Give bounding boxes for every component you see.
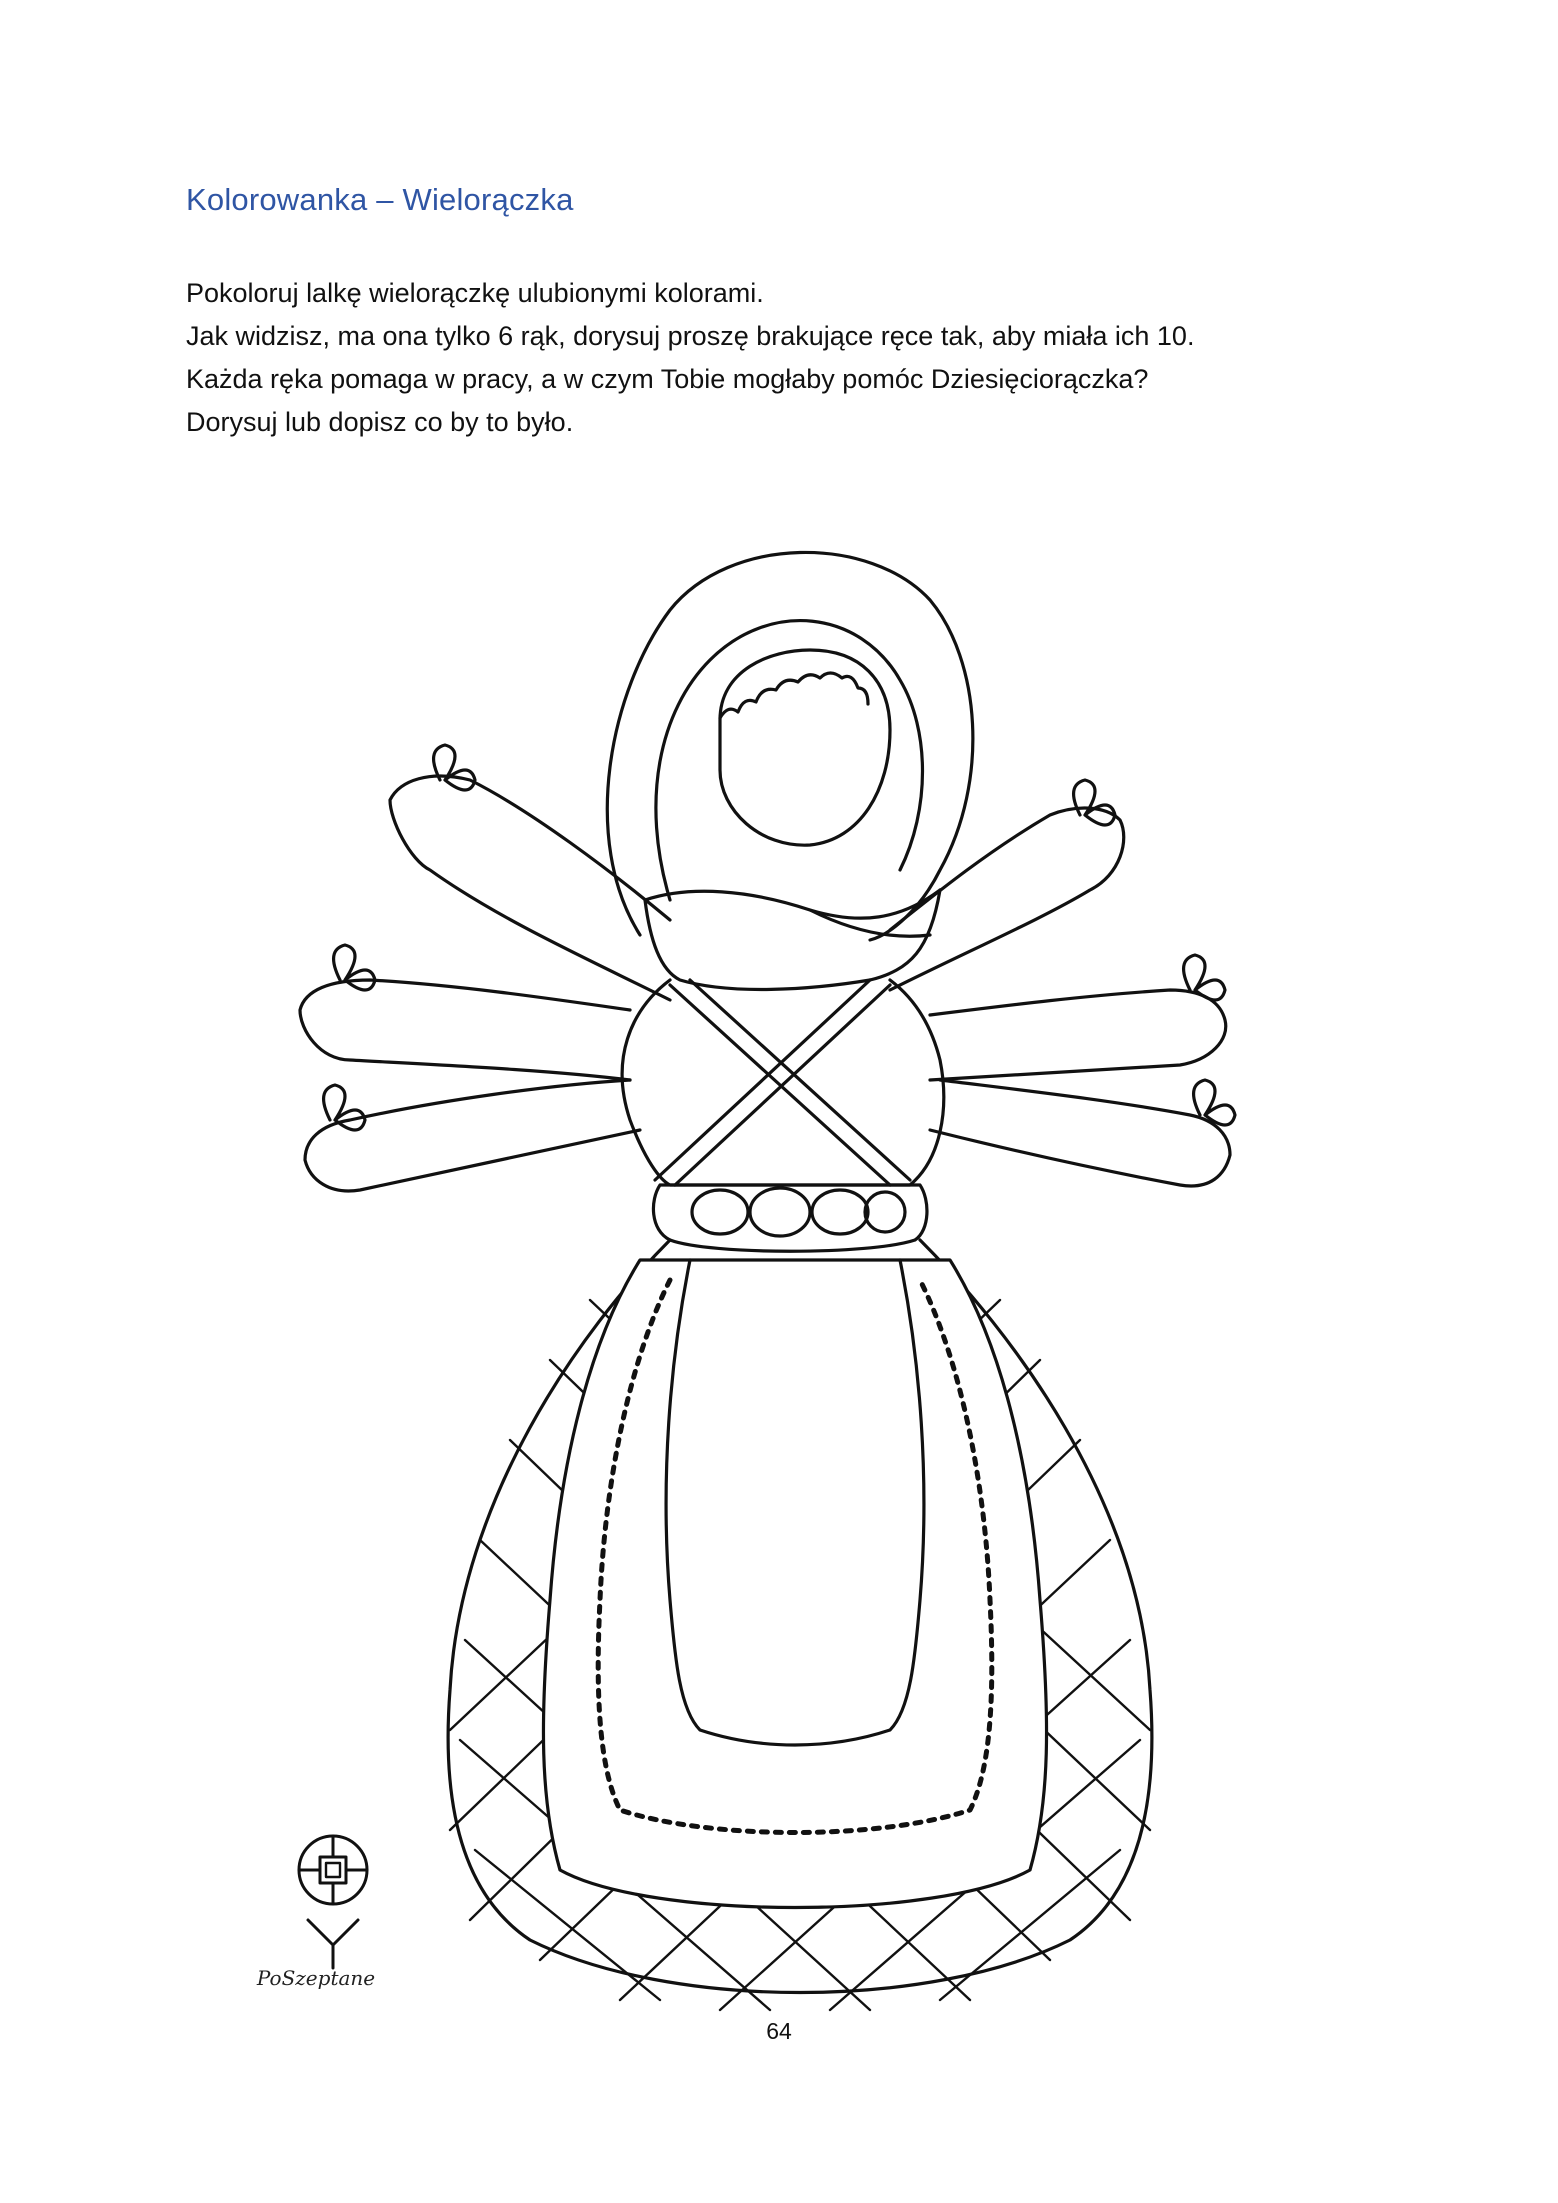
instruction-line: Pokoloruj lalkę wielorączkę ulubionymi kolorami. [186,278,764,308]
scarf-inner [656,621,923,900]
instruction-line: Dorysuj lub dopisz co by to było. [186,407,574,437]
bow [434,745,475,790]
strap-2b [655,980,870,1180]
belt-knot [812,1190,868,1234]
poszeptane-logo [268,1820,398,1970]
scarf-wrap-1 [645,890,940,918]
strap-1b [690,980,910,1180]
instruction-line: Jak widzisz, ma ona tylko 6 rąk, dorysuj proszę brakujące ręce tak, aby miała ich 10. [186,321,1195,351]
instructions [186,272,1194,444]
logo-text: PoSzeptane [256,1966,376,1990]
belt-knot [750,1188,810,1236]
instruction-line: Każda ręka pomaga w pracy, a w czym Tobie mogłaby pomóc Dziesięciorączka? [186,364,1149,394]
arm-left-upper [390,776,670,1000]
arm-left-middle [300,980,630,1080]
face [720,650,890,845]
page-title: Kolorowanka – Wielorączka [186,182,574,217]
belt-knot [692,1190,748,1234]
arm-right-lower [930,1080,1230,1186]
arm-right-middle [930,990,1226,1080]
doll-illustration [250,540,1320,2040]
scarf-fringe [720,673,868,718]
bow [324,1085,365,1130]
belt-knot [865,1192,905,1232]
bow [1074,780,1115,825]
arm-left-lower [305,1080,640,1191]
page-number: 64 [766,2018,792,2044]
